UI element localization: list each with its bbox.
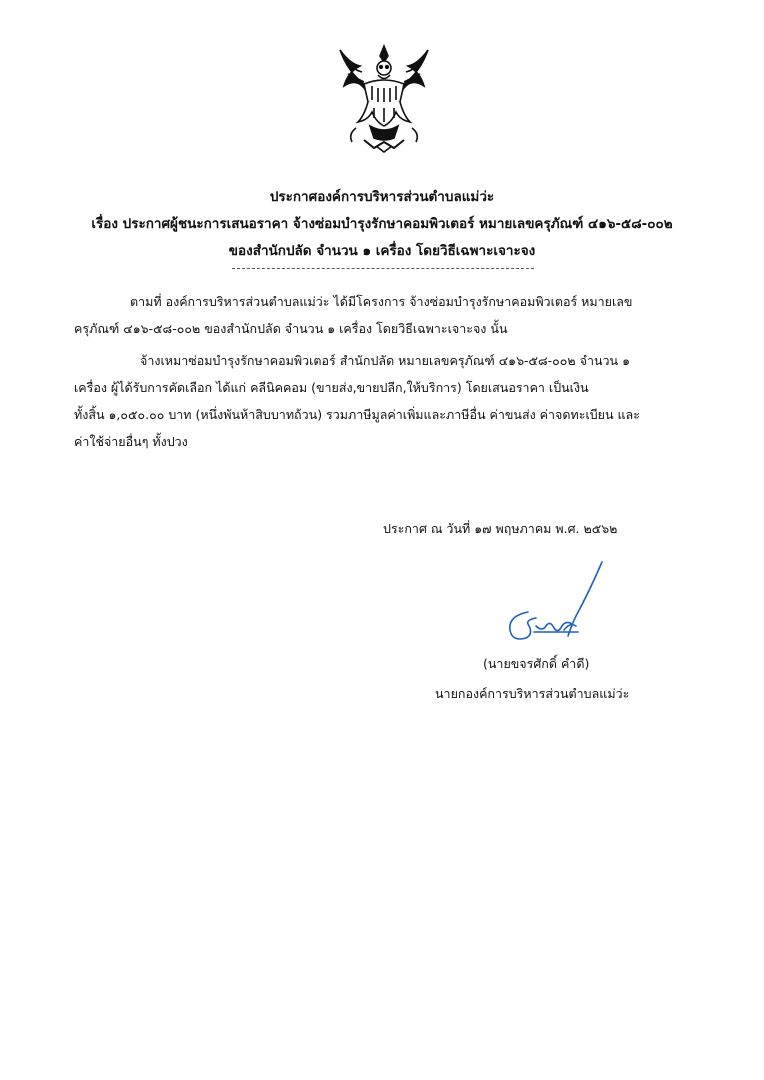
title-block — [40, 184, 724, 265]
paragraph-2-line-3: ทั้งสิ้น ๑,๐๕๐.๐๐ บาท (หนึ่งพันห้าสิบบาทถ้วน) รวมภาษีมูลค่าเพิ่มและภาษีอื่น ค่าขนส่ง ค่าจดทะเบียน และ — [74, 407, 640, 422]
paragraph-2-line-1: จ้างเหมาซ่อมบำรุงรักษาคอมพิวเตอร์ สำนักปลัด หมายเลขครุภัณฑ์ ๔๑๖-๕๘-๐๐๒ จำนวน ๑ — [140, 353, 631, 368]
signer-title: นายกองค์การบริหารส่วนตำบลแม่ว่ะ — [435, 686, 630, 701]
subject-line-2: ของสำนักปลัด จำนวน ๑ เครื่อง โดยวิธีเฉพาะเจาะจง — [228, 243, 536, 259]
announcement-title: ประกาศองค์การบริหารส่วนตำบลแม่ว่ะ — [269, 189, 495, 205]
paragraph-1-line-2: ครุภัณฑ์ ๔๑๖-๕๘-๐๐๒ ของสำนักปลัด จำนวน ๑ เครื่อง โดยวิธีเฉพาะเจาะจง นั้น — [74, 321, 508, 336]
announcement-date: ประกาศ ณ วันที่ ๑๗ พฤษภาคม พ.ศ. ๒๕๖๒ — [383, 521, 618, 536]
signer-name: (นายขจรศักดิ์ คำดี) — [483, 656, 590, 671]
garuda-emblem-icon — [334, 42, 434, 154]
subject-line-1: เรื่อง ประกาศผู้ชนะการเสนอราคา จ้างซ่อมบำรุงรักษาคอมพิวเตอร์ หมายเลขครุภัณฑ์ ๔๑๖-๕๘-๐๐๒ — [91, 216, 673, 232]
paragraph-2-line-2: เครื่อง ผู้ได้รับการคัดเลือก ได้แก่ คลีนิคคอม (ขายส่ง,ขายปลีก,ให้บริการ) โดยเสนอราคา เป็นเงิน — [74, 380, 589, 395]
signature-icon — [498, 560, 610, 650]
paragraph-2-line-4: ค่าใช้จ่ายอื่นๆ ทั้งปวง — [74, 434, 188, 449]
paragraph-1-line-1: ตามที่ องค์การบริหารส่วนตำบลแม่ว่ะ ได้มีโครงการ จ้างซ่อมบำรุงรักษาคอมพิวเตอร์ หมายเลข — [130, 294, 633, 309]
divider — [232, 268, 534, 269]
